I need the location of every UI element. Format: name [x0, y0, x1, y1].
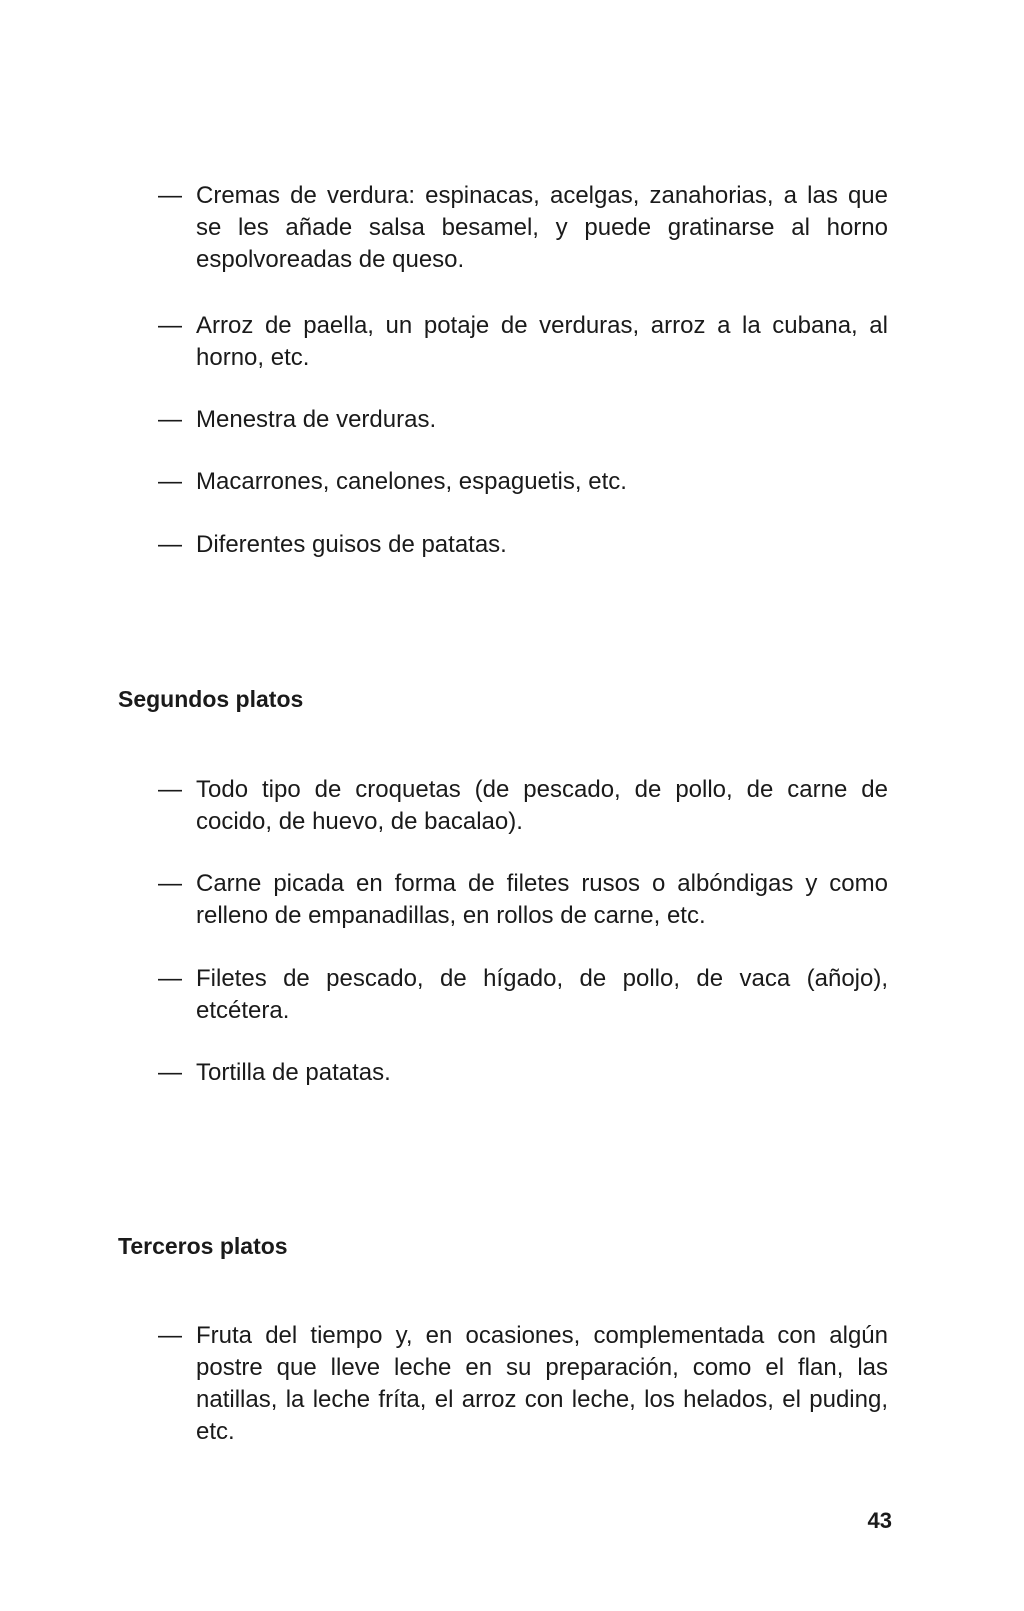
list-item [158, 466, 888, 498]
list-dash: — [158, 870, 182, 897]
list-item [158, 774, 888, 838]
list-item-text: Arroz de paella, un potaje de verduras, arroz a la cubana, al horno, etc. [196, 312, 888, 371]
list-item-text: Diferentes guisos de patatas. [196, 531, 507, 558]
section-heading: Segundos platos [118, 686, 304, 712]
list-item-text: Carne picada en forma de filetes rusos o albóndigas y como relleno de empanadillas, en rollos de carne, etc. [196, 870, 888, 929]
list-dash: — [158, 776, 182, 803]
list-dash: — [158, 312, 182, 339]
list-item-text: Macarrones, canelones, espaguetis, etc. [196, 468, 627, 495]
list-item [158, 310, 888, 374]
list-item-text: Todo tipo de croquetas (de pescado, de pollo, de carne de cocido, de huevo, de bacalao). [196, 776, 888, 835]
list-item [158, 1320, 888, 1448]
list-dash: — [158, 406, 182, 433]
list-item-text: Tortilla de patatas. [196, 1059, 391, 1086]
list-item-text: Menestra de verduras. [196, 406, 437, 433]
list-dash: — [158, 182, 182, 209]
list-item [158, 529, 888, 561]
list-item-text: Fruta del tiempo y, en ocasiones, complementada con algún postre que lleve leche en su preparación, como el flan, las natillas, la leche fríta, el arroz con leche, los helados, el puding, etc. [196, 1322, 888, 1445]
list-dash: — [158, 531, 182, 558]
list-item-text: Filetes de pescado, de hígado, de pollo, de vaca (añojo), etcétera. [196, 965, 888, 1024]
list-item [158, 1057, 888, 1089]
list-item [158, 868, 888, 932]
list-item [158, 404, 888, 436]
list-dash: — [158, 1322, 182, 1349]
list-dash: — [158, 965, 182, 992]
list-item-text: Cremas de verdura: espinacas, acelgas, zanahorias, a las que se les añade salsa besamel, y puede gratinarse al horno espolvoreadas de queso. [196, 182, 888, 273]
list-dash: — [158, 468, 182, 495]
section-heading: Terceros platos [118, 1233, 288, 1259]
list-dash: — [158, 1059, 182, 1086]
list-item [158, 180, 888, 276]
list-item [158, 963, 888, 1027]
page-number: 43 [867, 1508, 892, 1533]
